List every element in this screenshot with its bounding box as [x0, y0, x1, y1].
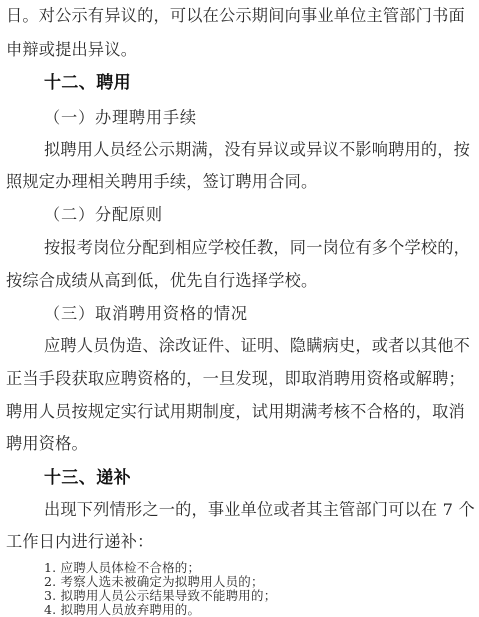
section-12-sub-3-line-3: 聘用人员按规定实行试用期制度，试用期满考核不合格的，取消	[6, 402, 465, 421]
list-item: 2. 考察人选未被确定为拟聘用人员的；	[44, 574, 264, 589]
section-13-line-1: 出现下列情形之一的，事业单位或者其主管部门可以在 7 个	[44, 500, 475, 519]
intro-line-2: 申辩或提出异议。	[6, 40, 138, 59]
section-12-sub-3-line-1: 应聘人员伪造、涂改证件、证明、隐瞒病史，或者以其他不	[44, 336, 471, 355]
section-12-sub-1-title: （一）办理聘用手续	[44, 108, 197, 127]
list-item: 4. 拟聘用人员放弃聘用的。	[44, 602, 201, 617]
list-item: 3. 拟聘用人员公示结果导致不能聘用的；	[44, 588, 277, 603]
section-12-sub-3-line-2: 正当手段获取应聘资格的，一旦发现，即取消聘用资格或解聘；	[6, 369, 465, 388]
section-12-heading: 十二、聘用	[44, 73, 131, 93]
section-12-sub-1-line-1: 拟聘用人员经公示期满，没有异议或异议不影响聘用的，按	[44, 140, 471, 159]
section-12-sub-2-line-1: 按报考岗位分配到相应学校任教，同一岗位有多个学校的，	[44, 238, 471, 257]
section-13-line-2: 工作日内进行递补：	[6, 532, 154, 551]
intro-line-1: 日。对公示有异议的，可以在公示期间向事业单位主管部门书面	[6, 6, 465, 25]
section-12-sub-2-title: （二）分配原则	[44, 205, 163, 224]
section-12-sub-1-line-2: 照规定办理相关聘用手续，签订聘用合同。	[6, 172, 318, 191]
section-12-sub-3-line-4: 聘用资格。	[6, 434, 88, 453]
list-item: 1. 应聘人员体检不合格的；	[44, 560, 201, 575]
section-12-sub-2-line-2: 按综合成绩从高到低，优先自行选择学校。	[6, 271, 318, 290]
section-12-sub-3-title: （三）取消聘用资格的情况	[44, 304, 248, 323]
section-13-heading: 十三、递补	[44, 468, 131, 488]
